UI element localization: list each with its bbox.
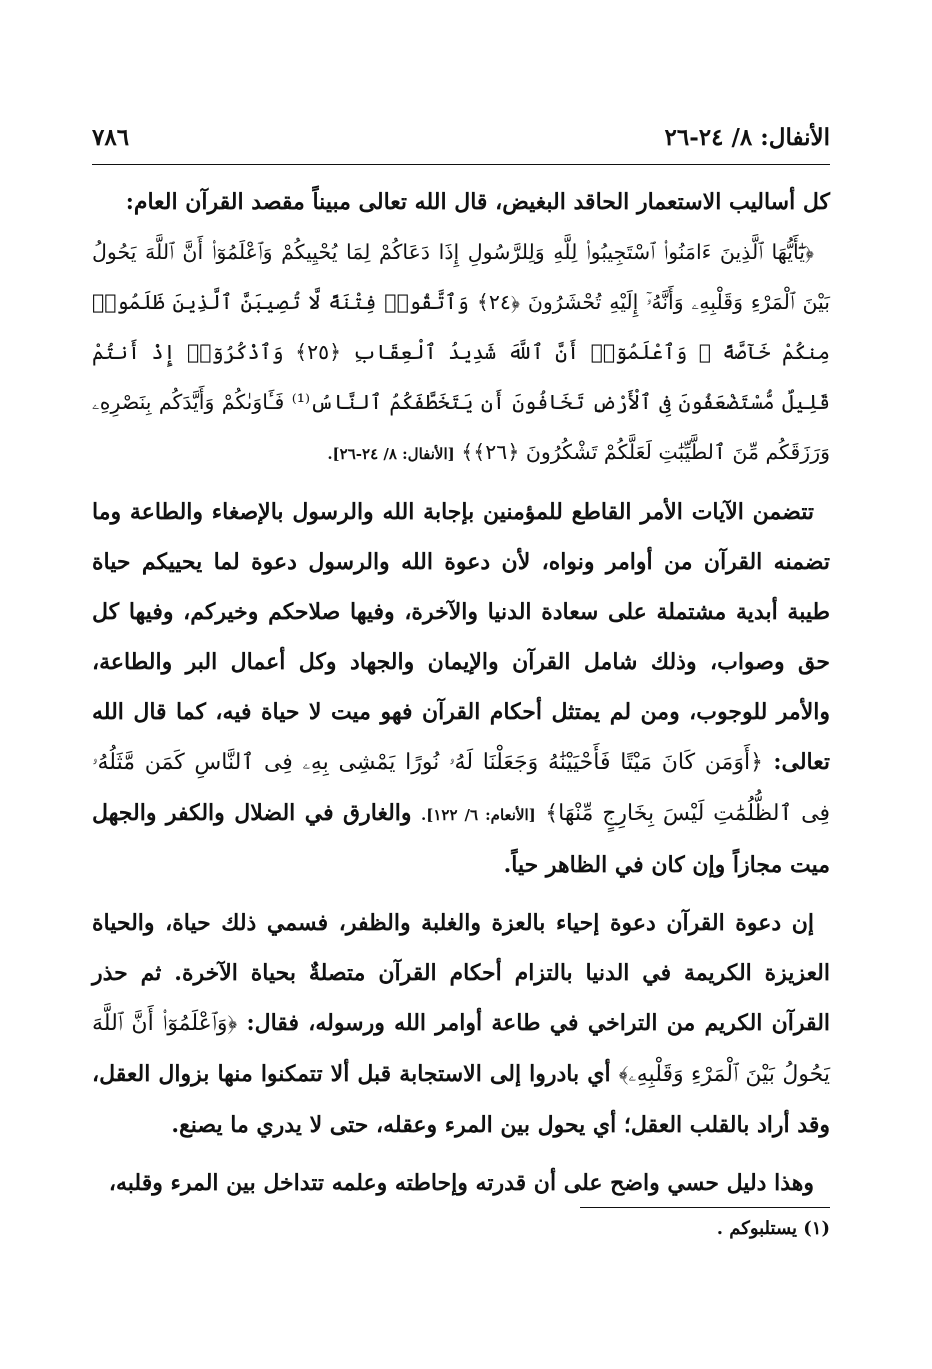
paragraph-explanation-text: تتضمن الآيات الأمر القاطع للمؤمنين بإجابة الله والرسول بالإصغاء والطاعة وما تضمنه القرآن من أوامر ونواه، لأن دعوة الله والرسول دعوة لما يحييكم حياة طيبة أبدية مشتملة على سعادة الدنيا والآخرة، وفيها صلاحكم وخيركم، وفيها كل حق وصواب، وذلك شامل القرآن والإيمان والجهاد وكل أعمال البر والطاعة، والأمر للوجوب، ومن لم يمتثل أحكام القرآن فهو ميت لا حياة فيه، كما قال الله تعالى:	[92, 499, 830, 775]
paragraph-revival-text: إن دعوة القرآن دعوة إحياء بالعزة والغلبة والظفر، فسمي ذلك حياة، والحياة العزيزة الكريمة في الدنيا بالتزام أحكام القرآن متصلةٌ بحياة الآخرة. ثم حذر القرآن الكريم من التراخي في طاعة أوامر الله ورسوله، فقال:	[92, 910, 831, 1036]
paragraph-intro: كل أساليب الاستعمار الحاقد البغيض، قال الله تعالى مبيناً مقصد القرآن العام:	[125, 189, 830, 215]
paragraph-explanation-end: والغارق في الضلال والكفر والجهل ميت مجازاً وإن كان في الظاهر حياً.	[92, 800, 830, 878]
running-header	[92, 116, 830, 165]
page-number: ٧٨٦	[92, 124, 130, 151]
verse-citation: [الأنفال: ٨/ ٢٤-٢٦].	[327, 445, 455, 463]
paragraph-explanation	[92, 487, 830, 890]
inline-citation: [الأنعام: ٦/ ١٢٢].	[421, 806, 536, 824]
quran-verse-text: ﴿يَٰٓأَيُّهَا ٱلَّذِينَ ءَامَنُوا۟ ٱسْتَجِيبُوا۟ لِلَّهِ وَلِلرَّسُولِ إِذَا دَعَاكُمْ لِمَا يُحْيِيكُمْ وَٱعْلَمُوٓا۟ أَنَّ ٱللَّهَ يَحُولُ بَيْنَ ٱلْمَرْءِ وَقَلْبِهِۦ وَأَنَّهُۥٓ إِلَيْهِ تُحْشَرُونَ ﴿٢٤﴾ وَٱتَّقُوا۟ فِتْنَةً لَّا تُصِيبَنَّ ٱلَّذِينَ ظَلَمُوا۟ مِنكُمْ خَآصَّةً ۖ وَٱعْلَمُوٓا۟ أَنَّ ٱللَّهَ شَدِيدُ ٱلْعِقَابِ ﴿٢٥﴾ وَٱذْكُرُوٓا۟ إِذْ أَنتُمْ قَلِيلٌ مُّسْتَضْعَفُونَ فِى ٱلْأَرْضِ تَخَافُونَ أَن يَتَخَطَّفَكُمُ ٱلنَّاسُ⁽¹⁾ فَـَٔاوَىٰكُمْ وَأَيَّدَكُم بِنَصْرِهِۦ وَرَزَقَكُم مِّنَ ٱلطَّيِّبَٰتِ لَعَلَّكُمْ تَشْكُرُونَ ﴿٢٦﴾﴾	[92, 240, 830, 464]
paragraph-revival-end: أي بادروا إلى الاستجابة قبل ألا تتمكنوا منها بزوال العقل، وقد أراد بالقلب العقل؛ أي يحول بين المرء وعقله، حتى لا يدري ما يصنع.	[92, 1061, 830, 1138]
paragraph-revival	[92, 898, 830, 1150]
paragraph-evidence: وهذا دليل حسي واضح على أن قدرته وإحاطته وعلمه تتداخل بين المرء وقلبه،	[108, 1170, 814, 1196]
page-body	[92, 116, 830, 1208]
footnote: (١) يستلبوكم .	[716, 1218, 830, 1239]
quran-verse-block	[92, 227, 830, 479]
header-title: الأنفال: ٨/ ٢٤-٢٦	[664, 124, 830, 151]
inline-quran-quote: ﴿أَوَمَن كَانَ مَيْتًا فَأَحْيَيْنَٰهُ وَجَعَلْنَا لَهُۥ نُورًا يَمْشِى بِهِۦ فِى ٱلنَّاسِ كَمَن مَّثَلُهُۥ فِى ٱلظُّلُمَٰتِ لَيْسَ بِخَارِجٍ مِّنْهَا﴾	[92, 750, 830, 826]
inline-quran-quote-2: ﴿وَٱعْلَمُوٓا۟ أَنَّ ٱللَّهَ يَحُولُ بَيْنَ ٱلْمَرْءِ وَقَلْبِهِۦ﴾	[92, 1011, 830, 1087]
